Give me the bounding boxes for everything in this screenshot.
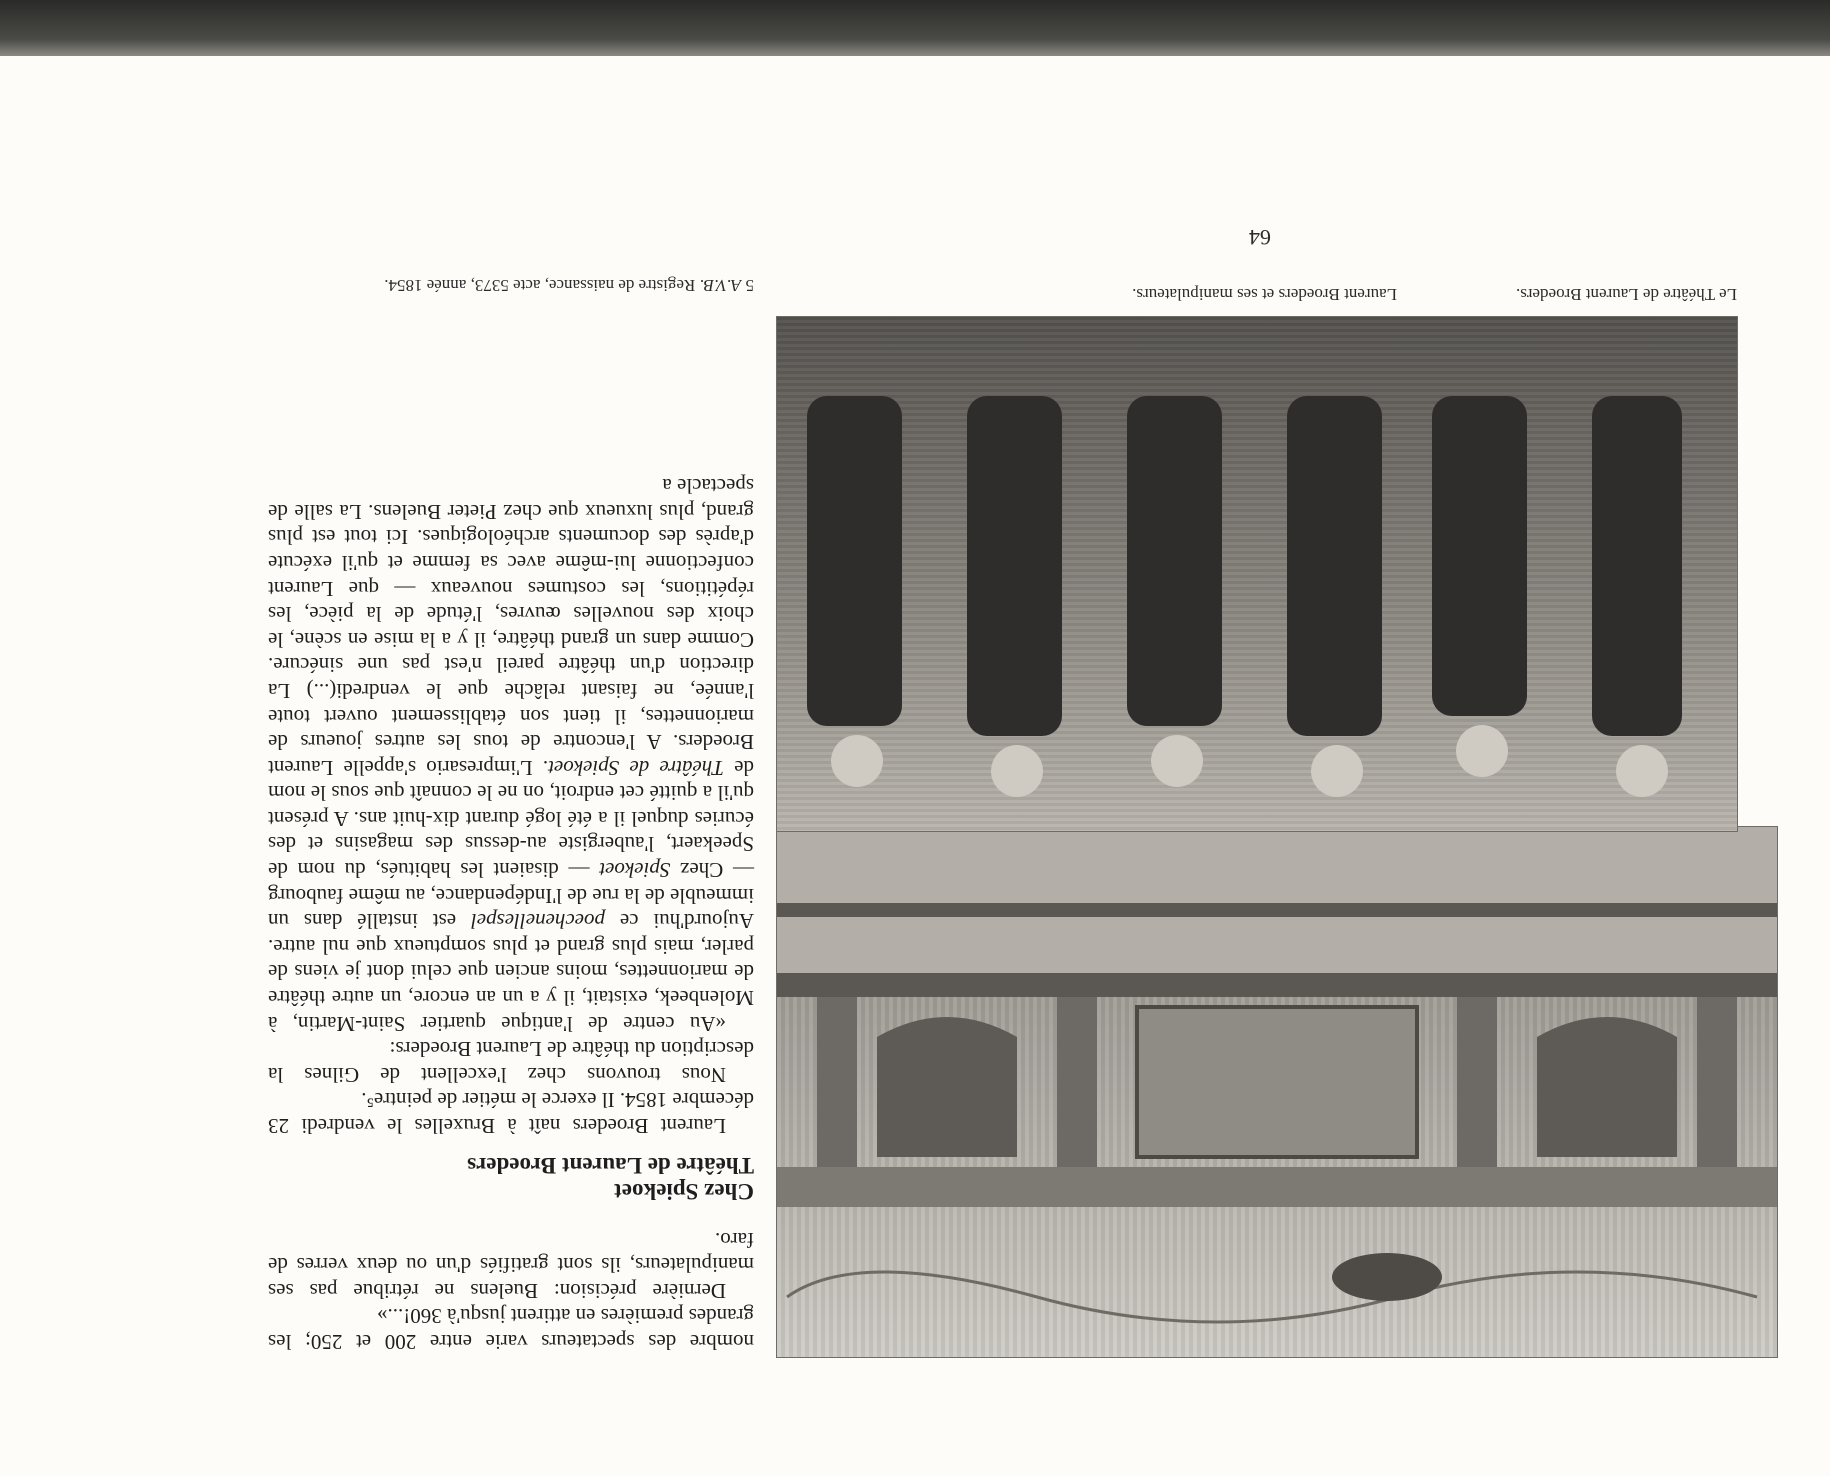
quote-italic-2: Spiekoet — [599, 858, 671, 883]
group-photograph — [776, 316, 1738, 832]
scanner-edge — [0, 0, 1830, 56]
illustration-caption: Le Théâtre de Laurent Broeders. — [1515, 285, 1737, 304]
footnote-number: 5 — [745, 276, 754, 295]
heading-line-1: Chez Spiekoet — [614, 1179, 754, 1205]
quote-text-1: «Au centre de l'antique quartier Saint-Martin, à Molenbeek, existait, il y a un an encore, un autre théâtre de marionnettes, moins ancien que celui dont je viens de parler, mais plus grand et plus somptueux que nul autre. Aujourd'hui ce — [268, 909, 754, 1036]
section-heading — [268, 1152, 754, 1204]
photo-caption: Laurent Broeders et ses manipulateurs. — [1132, 285, 1397, 304]
paragraph-last-precision: Dernière précision: Buelens ne rétribue pas ses manipulateurs, ils sont gratifiés d'un ou deux verres de faro. — [268, 1227, 754, 1303]
theatre-drawing — [777, 827, 1777, 1357]
footnote — [268, 274, 754, 296]
heading-line-2: Théâtre de Laurent Broeders — [467, 1153, 754, 1179]
paragraph-birth: Laurent Broeders naît à Bruxelles le vendredi 23 décembre 1854. Il exerce le métier de peintre⁵. — [268, 1088, 754, 1139]
group-photo-drawing — [777, 317, 1737, 831]
footnote-reference: A.V.B. — [699, 276, 742, 295]
paragraph-gilnes: Nous trouvons chez l'excellent de Gilnes la description du théâtre de Laurent Broeders: — [268, 1037, 754, 1087]
book-page-rotated — [0, 56, 1830, 1476]
quote-italic-3: Théâtre de Spiekoet — [548, 755, 724, 780]
quote-text-4: . L'impresario s'appelle Laurent Broeders. A l'encontre de tous les autres joueurs de marionnettes, il tient son établissement ouvert toute l'année, ne faisant relâche que le vendredi(...) La direction d'un théâtre pareil n'est pas une sinécure. Comme dans un grand théâtre, il y a la mise en scène, le choix des nouvelles œuvres, l'étude de la pièce, les répétitions, les costumes nouveaux — que Laurent confectionne lui-même avec sa femme et qu'il exécute d'après des documents archéologiques. Ici tout est plus grand, plus luxueux que chez Pieter Buelens. La salle de spectacle a — [268, 474, 754, 780]
text-column — [268, 473, 754, 1354]
quote-text-2: est installé dans un immeuble de la rue de l'Indépendance, au même faubourg — Chez — [268, 858, 754, 934]
theatre-illustration — [776, 826, 1778, 1358]
paragraph-continuation: nombre des spectateurs varie entre 200 et 250; les grandes premières en attirent jusqu'à 360!...» — [268, 1304, 754, 1354]
page-number: 64 — [1249, 225, 1271, 250]
paragraph-quote — [268, 473, 754, 1036]
quote-italic-1: poechenellespel — [470, 909, 606, 934]
footnote-text: Registre de naissance, acte 5373, année 1854. — [384, 276, 700, 295]
quote-text-3: — disaient les habitués, du nom de Speekaert, l'aubergiste au-dessus des magasins et des écuries duquel il a été logé durant dix-huit ans. A présent qu'il a quitté cet endroit, on ne le connaît que sous le nom de — [268, 755, 754, 883]
